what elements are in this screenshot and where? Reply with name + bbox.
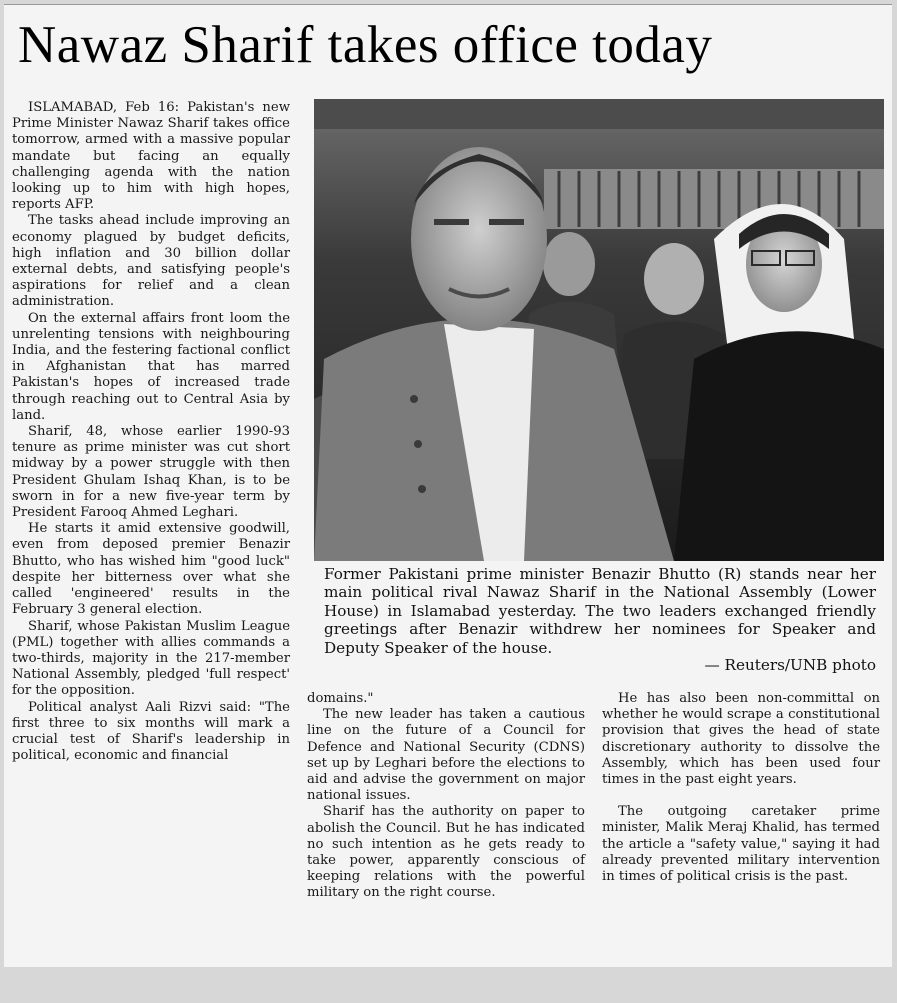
paragraph: The tasks ahead include improving an economy plagued by budget deficits, high inflation and 30 billion dollar external debts, and satisfying people's aspirations for relief and a clean administration. (12, 213, 290, 310)
caption-text: Former Pakistani prime minister Benazir Bhutto (R) stands near her main political rival Nawaz Sharif in the National Assembly (Lower House) in Islamabad yesterday. The two leaders exchanged friendly greetings after Benazir withdrew her nominees for Speaker and Deputy Speaker of the house. (324, 565, 876, 657)
news-photo (314, 99, 884, 561)
paragraph: On the external affairs front loom the unrelenting tensions with neighbouring India, and the festering factional conflict in Afghanistan that has marred Pakistan's hopes of increased trade through reaching out to Central Asia by land. (12, 310, 290, 423)
paragraph: He starts it amid extensive goodwill, even from deposed premier Benazir Bhutto, who has wished him "good luck" despite her bitterness over what she called 'engineered' results in the February 3 general election. (12, 521, 290, 618)
paragraph: domains." (307, 691, 374, 706)
paragraph: Sharif has the authority on paper to abolish the Council. But he has indicated no such intention as he gets ready to take power, apparently conscious of keeping relations with the powerful military on the right course. (307, 804, 585, 901)
paragraph: The new leader has taken a cautious line on the future of a Council for Defence and National Security (CDNS) set up by Leghari before the elections to aid and advise the government on major national issues. (307, 707, 585, 804)
paragraph: Political analyst Aali Rizvi said: "The first three to six months will mark a crucial test of Sharif's leadership in political, economic and financial (12, 699, 290, 764)
photo-credit: — Reuters/UNB photo (704, 656, 876, 675)
newspaper-clipping (4, 4, 892, 967)
headline: Nawaz Sharif takes office today (18, 16, 713, 74)
article-column-1 (12, 100, 290, 764)
photo-caption (324, 565, 876, 674)
paragraph: Sharif, 48, whose earlier 1990-93 tenure as prime minister was cut short midway by a power struggle with then President Ghulam Ishaq Khan, is to be sworn in for a new five-year term by President Farooq Ahmed Leghari. (12, 424, 290, 521)
paragraph: Sharif, whose Pakistan Muslim League (PML) together with allies commands a two-thirds, majority in the 217-member National Assembly, pledged 'full respect' for the opposition. (12, 618, 290, 699)
paragraph: The outgoing caretaker prime minister, Malik Meraj Khalid, has termed the article a "safety value," saying it had already prevented military intervention in times of political crisis is the past. (602, 804, 880, 885)
paragraph: He has also been non-committal on whether he would scrape a constitutional provision that gives the head of state discretionary authority to dissolve the Assembly, which has been used four times in the past eight years. (602, 691, 880, 788)
article-column-3 (602, 691, 880, 885)
article-column-2 (307, 691, 585, 902)
paragraph: ISLAMABAD, Feb 16: Pakistan's new Prime Minister Nawaz Sharif takes office tomorrow, armed with a massive popular mandate but facing an equally challenging agenda with the nation looking up to him with high hopes, reports AFP. (12, 100, 290, 213)
